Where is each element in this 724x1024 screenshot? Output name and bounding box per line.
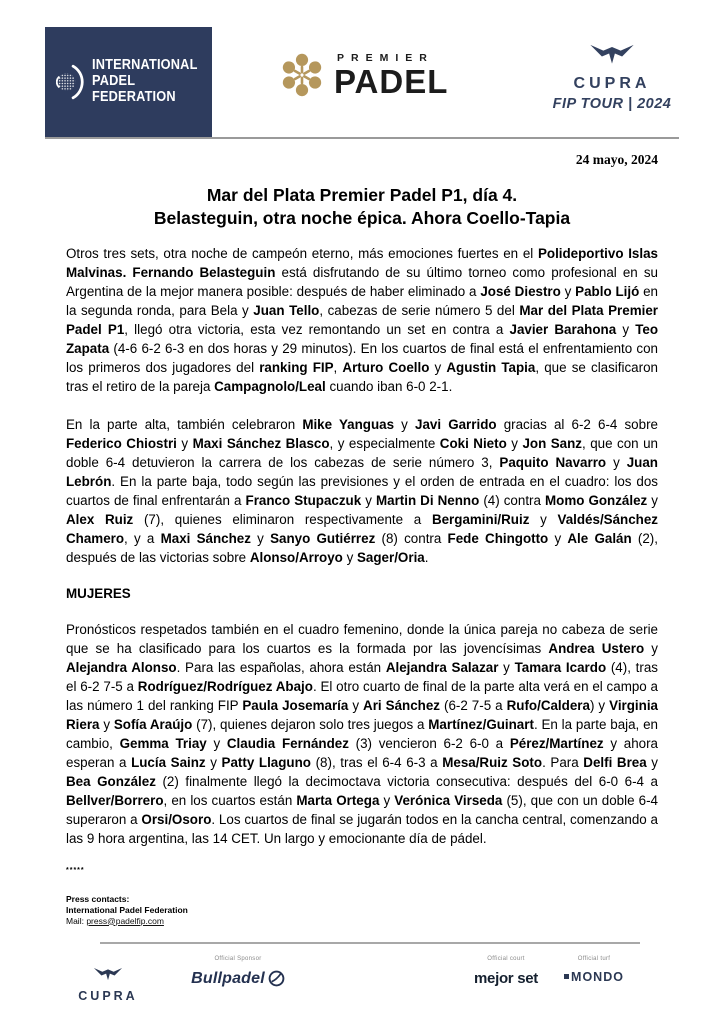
ipf-line-3: FEDERATION — [92, 88, 176, 105]
article-body — [66, 244, 658, 927]
bold-text-segment: Agustin Tapia — [446, 359, 536, 375]
bold-text-segment: Alejandra Salazar — [385, 659, 499, 675]
mondo-mark-icon — [564, 974, 569, 979]
bold-text-segment: Sanyo Gutiérrez — [270, 530, 376, 546]
text-segment: y — [379, 792, 395, 808]
bold-text-segment: Momo González — [545, 492, 648, 508]
cupra-emblem-small-icon — [93, 966, 123, 983]
text-segment: y — [394, 416, 415, 432]
bold-text-segment: Javier Barahona — [509, 321, 617, 337]
text-segment: . En la parte baja, todo según las previsiones y el orden de entrada en el cuadro: los dos cuartos de final enfrentarán a — [66, 473, 658, 508]
separator-mark: ***** — [66, 866, 85, 874]
text-segment: (7), quienes eliminaron respectivamente a — [133, 511, 432, 527]
text-segment: ) y — [589, 697, 610, 713]
bold-text-segment: Maxi Sánchez Blasco — [192, 435, 330, 451]
text-segment: (8) contra — [375, 530, 448, 546]
cupra-fip-tour-logo — [545, 42, 679, 112]
text-segment: y ahora esperan a — [66, 735, 658, 770]
bold-text-segment: Polideportivo Islas Malvinas. Fernando Belasteguin — [66, 245, 658, 280]
text-segment: . Para — [542, 754, 584, 770]
bold-text-segment: Alonso/Arroyo — [249, 549, 343, 565]
text-segment: y — [99, 716, 114, 732]
press-contacts — [66, 894, 658, 927]
ipf-padel-racket-icon — [56, 52, 84, 112]
text-segment: (4), tras el 6-2 7-5 a — [66, 659, 658, 694]
text-segment: , y a — [124, 530, 161, 546]
text-segment: y — [176, 435, 193, 451]
bold-text-segment: Ale Galán — [567, 530, 632, 546]
press-contacts-mail-row — [66, 916, 658, 927]
bold-text-segment: Bergamini/Ruiz — [431, 511, 530, 527]
press-mail-link[interactable]: press@padelfip.com — [86, 915, 164, 926]
text-segment: (4-6 6-2 6-3 en dos horas y 29 minutos). En los cuartos de final está el enfrentamiento con los primeros dos jugadores del — [66, 340, 658, 375]
text-segment: . — [424, 549, 429, 565]
bold-text-segment: Mike Yanguas — [302, 416, 395, 432]
header — [45, 0, 679, 139]
bold-text-segment: Marta Ortega — [296, 792, 380, 808]
text-segment: y — [342, 549, 357, 565]
press-contacts-label: Press contacts: — [66, 893, 130, 904]
bold-text-segment: Franco Stupaczuk — [245, 492, 362, 508]
text-segment: y — [429, 359, 447, 375]
text-segment: (2) finalmente llegó la decimoctava victoria consecutiva: después del 6-0 6-4 a — [155, 773, 658, 789]
mail-prefix: Mail: — [66, 915, 87, 926]
bold-text-segment: Ari Sánchez — [363, 697, 440, 713]
bold-text-segment: Martínez/Guinart — [428, 716, 534, 732]
bold-text-segment: Pablo Lijó — [575, 283, 640, 299]
cupra-brand-label: CUPRA — [573, 75, 651, 92]
bold-text-segment: Javi Garrido — [415, 416, 497, 432]
bold-text-segment: Orsi/Osoro — [141, 811, 212, 827]
text-segment: y — [250, 530, 271, 546]
bold-text-segment: Lucía Sainz — [131, 754, 206, 770]
bold-text-segment: José Diestro — [480, 283, 561, 299]
sponsor-cupra-label: CUPRA — [78, 988, 138, 1003]
bold-text-segment: Maxi Sánchez — [160, 530, 251, 546]
text-segment: Otros tres sets, otra noche de campeón eterno, más emociones fuertes en el — [66, 245, 538, 261]
text-segment: y — [606, 454, 627, 470]
bold-text-segment: Valdés/Sánchez Chamero — [66, 511, 658, 546]
premier-padel-asterisk-icon — [279, 52, 325, 98]
text-segment: y — [206, 735, 227, 751]
text-segment: y — [361, 492, 376, 508]
article-title-line2: Belasteguin, otra noche épica. Ahora Coello-Tapia — [153, 207, 571, 228]
bold-text-segment: Delfi Brea — [583, 754, 647, 770]
bold-text-segment: Verónica Virseda — [394, 792, 503, 808]
text-segment: y — [646, 754, 659, 770]
text-segment: (2), después de las victorias sobre — [66, 530, 658, 565]
bold-text-segment: Alejandra Alonso — [66, 659, 177, 675]
cupra-emblem-icon — [588, 42, 636, 68]
text-segment: . Para las españolas, ahora están — [176, 659, 386, 675]
bold-text-segment: Martin Di Nenno — [375, 492, 480, 508]
text-segment: , que con un doble 6-4 detuvieron la carrera de los cabezas de serie número 3, — [66, 435, 658, 470]
bold-text-segment: Gemma Triay — [119, 735, 207, 751]
article-title — [0, 184, 724, 230]
sponsor-mejorset-name: mejor set — [474, 969, 538, 987]
text-segment: y — [644, 640, 658, 656]
text-segment: y — [548, 530, 568, 546]
sponsor-bullpadel-name: Bullpadel — [191, 969, 265, 987]
footer-divider — [100, 942, 640, 944]
sponsor-mondo-name: MONDO — [571, 969, 624, 984]
text-segment: , llegó otra victoria, esta vez remontando un set en contra a — [124, 321, 510, 337]
sponsor-strip — [0, 950, 724, 1024]
fip-tour-label: FIP TOUR | 2024 — [552, 96, 672, 112]
bullpadel-ball-icon — [268, 970, 285, 987]
text-segment: , y especialmente — [329, 435, 440, 451]
premier-padel-wordmark — [334, 52, 448, 98]
bold-text-segment: Sofía Araújo — [113, 716, 193, 732]
text-segment: Pronósticos respetados también en el cuadro femenino, donde la única pareja no cabeza de serie que se ha clasificado para los cuartos es la formada por las jovencísimas — [66, 621, 658, 656]
text-segment: En la parte alta, también celebraron — [66, 416, 303, 432]
bold-text-segment: Alex Ruiz — [66, 511, 134, 527]
bold-text-segment: Juan Lebrón — [66, 454, 658, 489]
text-segment: (6-2 7-5 a — [439, 697, 507, 713]
text-segment: (3) vencieron 6-2 6-0 a — [348, 735, 510, 751]
bold-text-segment: Paula Josemaría — [242, 697, 349, 713]
sponsor-bullpadel — [168, 956, 308, 988]
text-segment: y — [506, 435, 523, 451]
text-segment: , en los cuartos están — [163, 792, 297, 808]
sponsor-mondo — [552, 956, 636, 984]
bold-text-segment: Campagnolo/Leal — [214, 378, 326, 394]
mondo-logo — [552, 970, 636, 984]
bold-text-segment: Teo Zapata — [66, 321, 659, 356]
ipf-line-1: INTERNATIONAL — [92, 57, 198, 74]
bold-text-segment: Rodríguez/Rodríguez Abajo — [137, 678, 313, 694]
text-segment: . Los cuartos de final se jugarán todos en la cancha central, comenzando a las 9 hora argentina, las 14 CET. Un largo y emocionante día de pádel. — [66, 811, 658, 846]
bold-text-segment: Virginia Riera — [66, 697, 658, 732]
text-segment: , cabezas de serie número 5 del — [319, 302, 520, 318]
sponsor-mejorset — [460, 956, 552, 987]
sponsor-mondo-role-label: Official turf — [577, 955, 611, 962]
padel-label: PADEL — [334, 63, 449, 100]
article-title-line1: Mar del Plata Premier Padel P1, día 4. — [206, 185, 518, 205]
bold-text-segment: Andrea Ustero — [548, 640, 645, 656]
sponsor-mejorset-role-label: Official court — [487, 955, 525, 962]
bold-text-segment: Patty Llaguno — [221, 754, 311, 770]
section-heading-mujeres: MUJERES — [66, 585, 131, 601]
article-paragraph-1 — [66, 244, 658, 396]
premier-label: PREMIER — [337, 52, 434, 64]
bold-text-segment: Arturo Coello — [342, 359, 430, 375]
text-segment: está disfrutando de su último torneo como profesional en su Argentina de la mejor manera posible: después de haber eliminado a — [66, 264, 658, 299]
text-segment: y — [647, 492, 658, 508]
bold-text-segment: Paquito Navarro — [499, 454, 607, 470]
text-segment: y — [616, 321, 636, 337]
bold-text-segment: Pérez/Martínez — [509, 735, 604, 751]
text-segment: , — [333, 359, 343, 375]
bold-text-segment: Tamara Icardo — [514, 659, 607, 675]
bold-text-segment: Coki Nieto — [439, 435, 507, 451]
ipf-line-2: PADEL — [92, 73, 136, 90]
text-segment: gracias al 6-2 6-4 sobre — [496, 416, 658, 432]
press-contacts-org: International Padel Federation — [66, 904, 188, 915]
premier-padel-logo — [279, 52, 448, 98]
bold-text-segment: ranking FIP — [259, 359, 334, 375]
bold-text-segment: Rufo/Caldera — [506, 697, 590, 713]
bold-text-segment: Juan Tello — [253, 302, 320, 318]
sponsor-bullpadel-role-label: Official Sponsor — [214, 955, 262, 962]
article-paragraph-3 — [66, 620, 658, 848]
text-segment: y — [348, 697, 364, 713]
text-segment: y — [205, 754, 222, 770]
bold-text-segment: Jon Sanz — [522, 435, 582, 451]
text-segment: (5), que con un doble 6-4 superaron a — [66, 792, 659, 827]
text-segment: (4) contra — [479, 492, 545, 508]
bullpadel-logo — [168, 970, 308, 988]
text-segment: cuando iban 6-0 2-1. — [325, 378, 453, 394]
bold-text-segment: Mar del Plata Premier Padel P1 — [66, 302, 658, 337]
bold-text-segment: Mesa/Ruiz Soto — [442, 754, 543, 770]
sponsor-cupra — [66, 966, 150, 1003]
text-segment: , que se clasificaron tras el retiro de la pareja — [66, 359, 658, 394]
bold-text-segment: Fede Chingotto — [447, 530, 549, 546]
bold-text-segment: Claudia Fernández — [226, 735, 349, 751]
ipf-logo-text — [92, 58, 198, 106]
text-segment: y — [498, 659, 515, 675]
text-segment: en la segunda ronda, para Bela y — [66, 283, 658, 318]
bold-text-segment: Bea González — [66, 773, 156, 789]
text-segment: (8), tras el 6-4 6-3 a — [310, 754, 443, 770]
document-date: 24 mayo, 2024 — [575, 152, 658, 167]
bold-text-segment: Bellver/Borrero — [66, 792, 164, 808]
text-segment: y — [529, 511, 558, 527]
text-segment: . En la parte baja, en cambio, — [66, 716, 658, 751]
text-segment: y — [560, 283, 576, 299]
text-segment: . El otro cuarto de final de la parte alta verá en el campo a las número 1 del ranking FIP — [66, 678, 658, 713]
bold-text-segment: Federico Chiostri — [66, 435, 177, 451]
article-paragraph-2 — [66, 415, 658, 567]
text-segment: (7), quienes dejaron solo tres juegos a — [192, 716, 429, 732]
bold-text-segment: Sager/Oria — [357, 549, 425, 565]
ipf-logo — [45, 27, 212, 137]
